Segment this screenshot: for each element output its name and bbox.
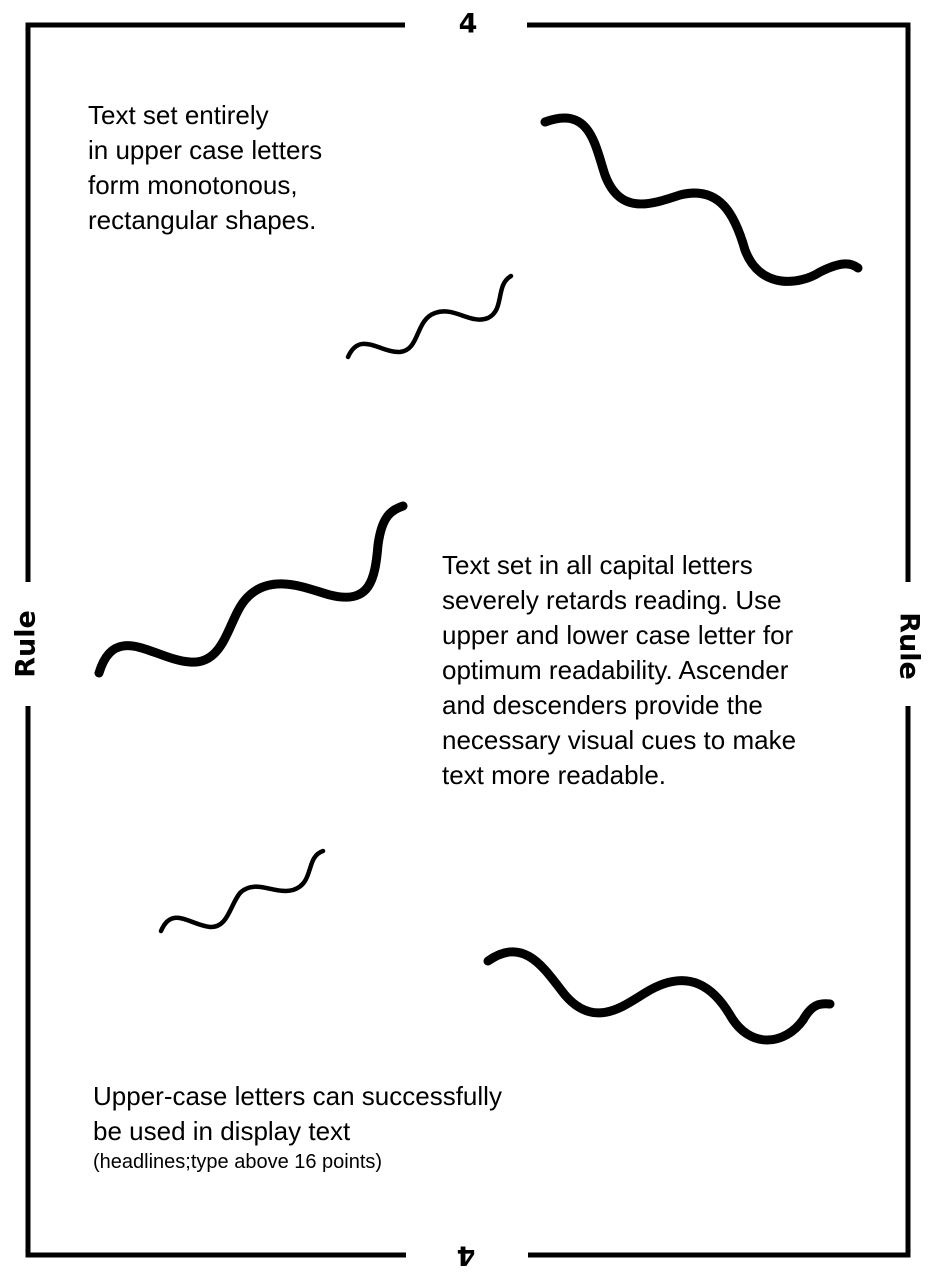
text-line: upper and lower case letter for xyxy=(442,620,794,650)
side-label-right: Rule xyxy=(893,612,925,680)
text-block-display-text xyxy=(93,1079,502,1175)
squiggle-middle-left xyxy=(99,506,403,673)
text-line: optimum readability. Ascender xyxy=(442,655,789,685)
text-line: form monotonous, xyxy=(88,170,298,200)
page-number-top: 4 xyxy=(458,8,478,40)
side-label-left: Rule xyxy=(10,610,42,678)
squiggle-small-bottom xyxy=(161,851,323,931)
text-block-uppercase-shapes xyxy=(88,98,322,238)
text-line: necessary visual cues to make xyxy=(442,725,797,755)
page-number-bottom: 4 xyxy=(456,1239,476,1271)
text-line: text more readable. xyxy=(442,760,667,790)
squiggle-small-top xyxy=(348,276,511,357)
text-line: in upper case letters xyxy=(88,135,323,165)
text-line: be used in display text xyxy=(93,1116,351,1146)
squiggle-bottom-right xyxy=(488,952,830,1040)
squiggle-top-right xyxy=(545,118,858,281)
text-line: rectangular shapes. xyxy=(88,205,317,235)
text-line: Upper-case letters can successfully xyxy=(93,1081,502,1111)
text-line: severely retards reading. Use xyxy=(442,585,782,615)
text-line: and descenders provide the xyxy=(442,690,763,720)
text-block-readability xyxy=(442,548,796,793)
text-note: (headlines;type above 16 points) xyxy=(93,1151,383,1173)
text-line: Text set in all capital letters xyxy=(442,550,753,580)
text-line: Text set entirely xyxy=(88,100,269,130)
